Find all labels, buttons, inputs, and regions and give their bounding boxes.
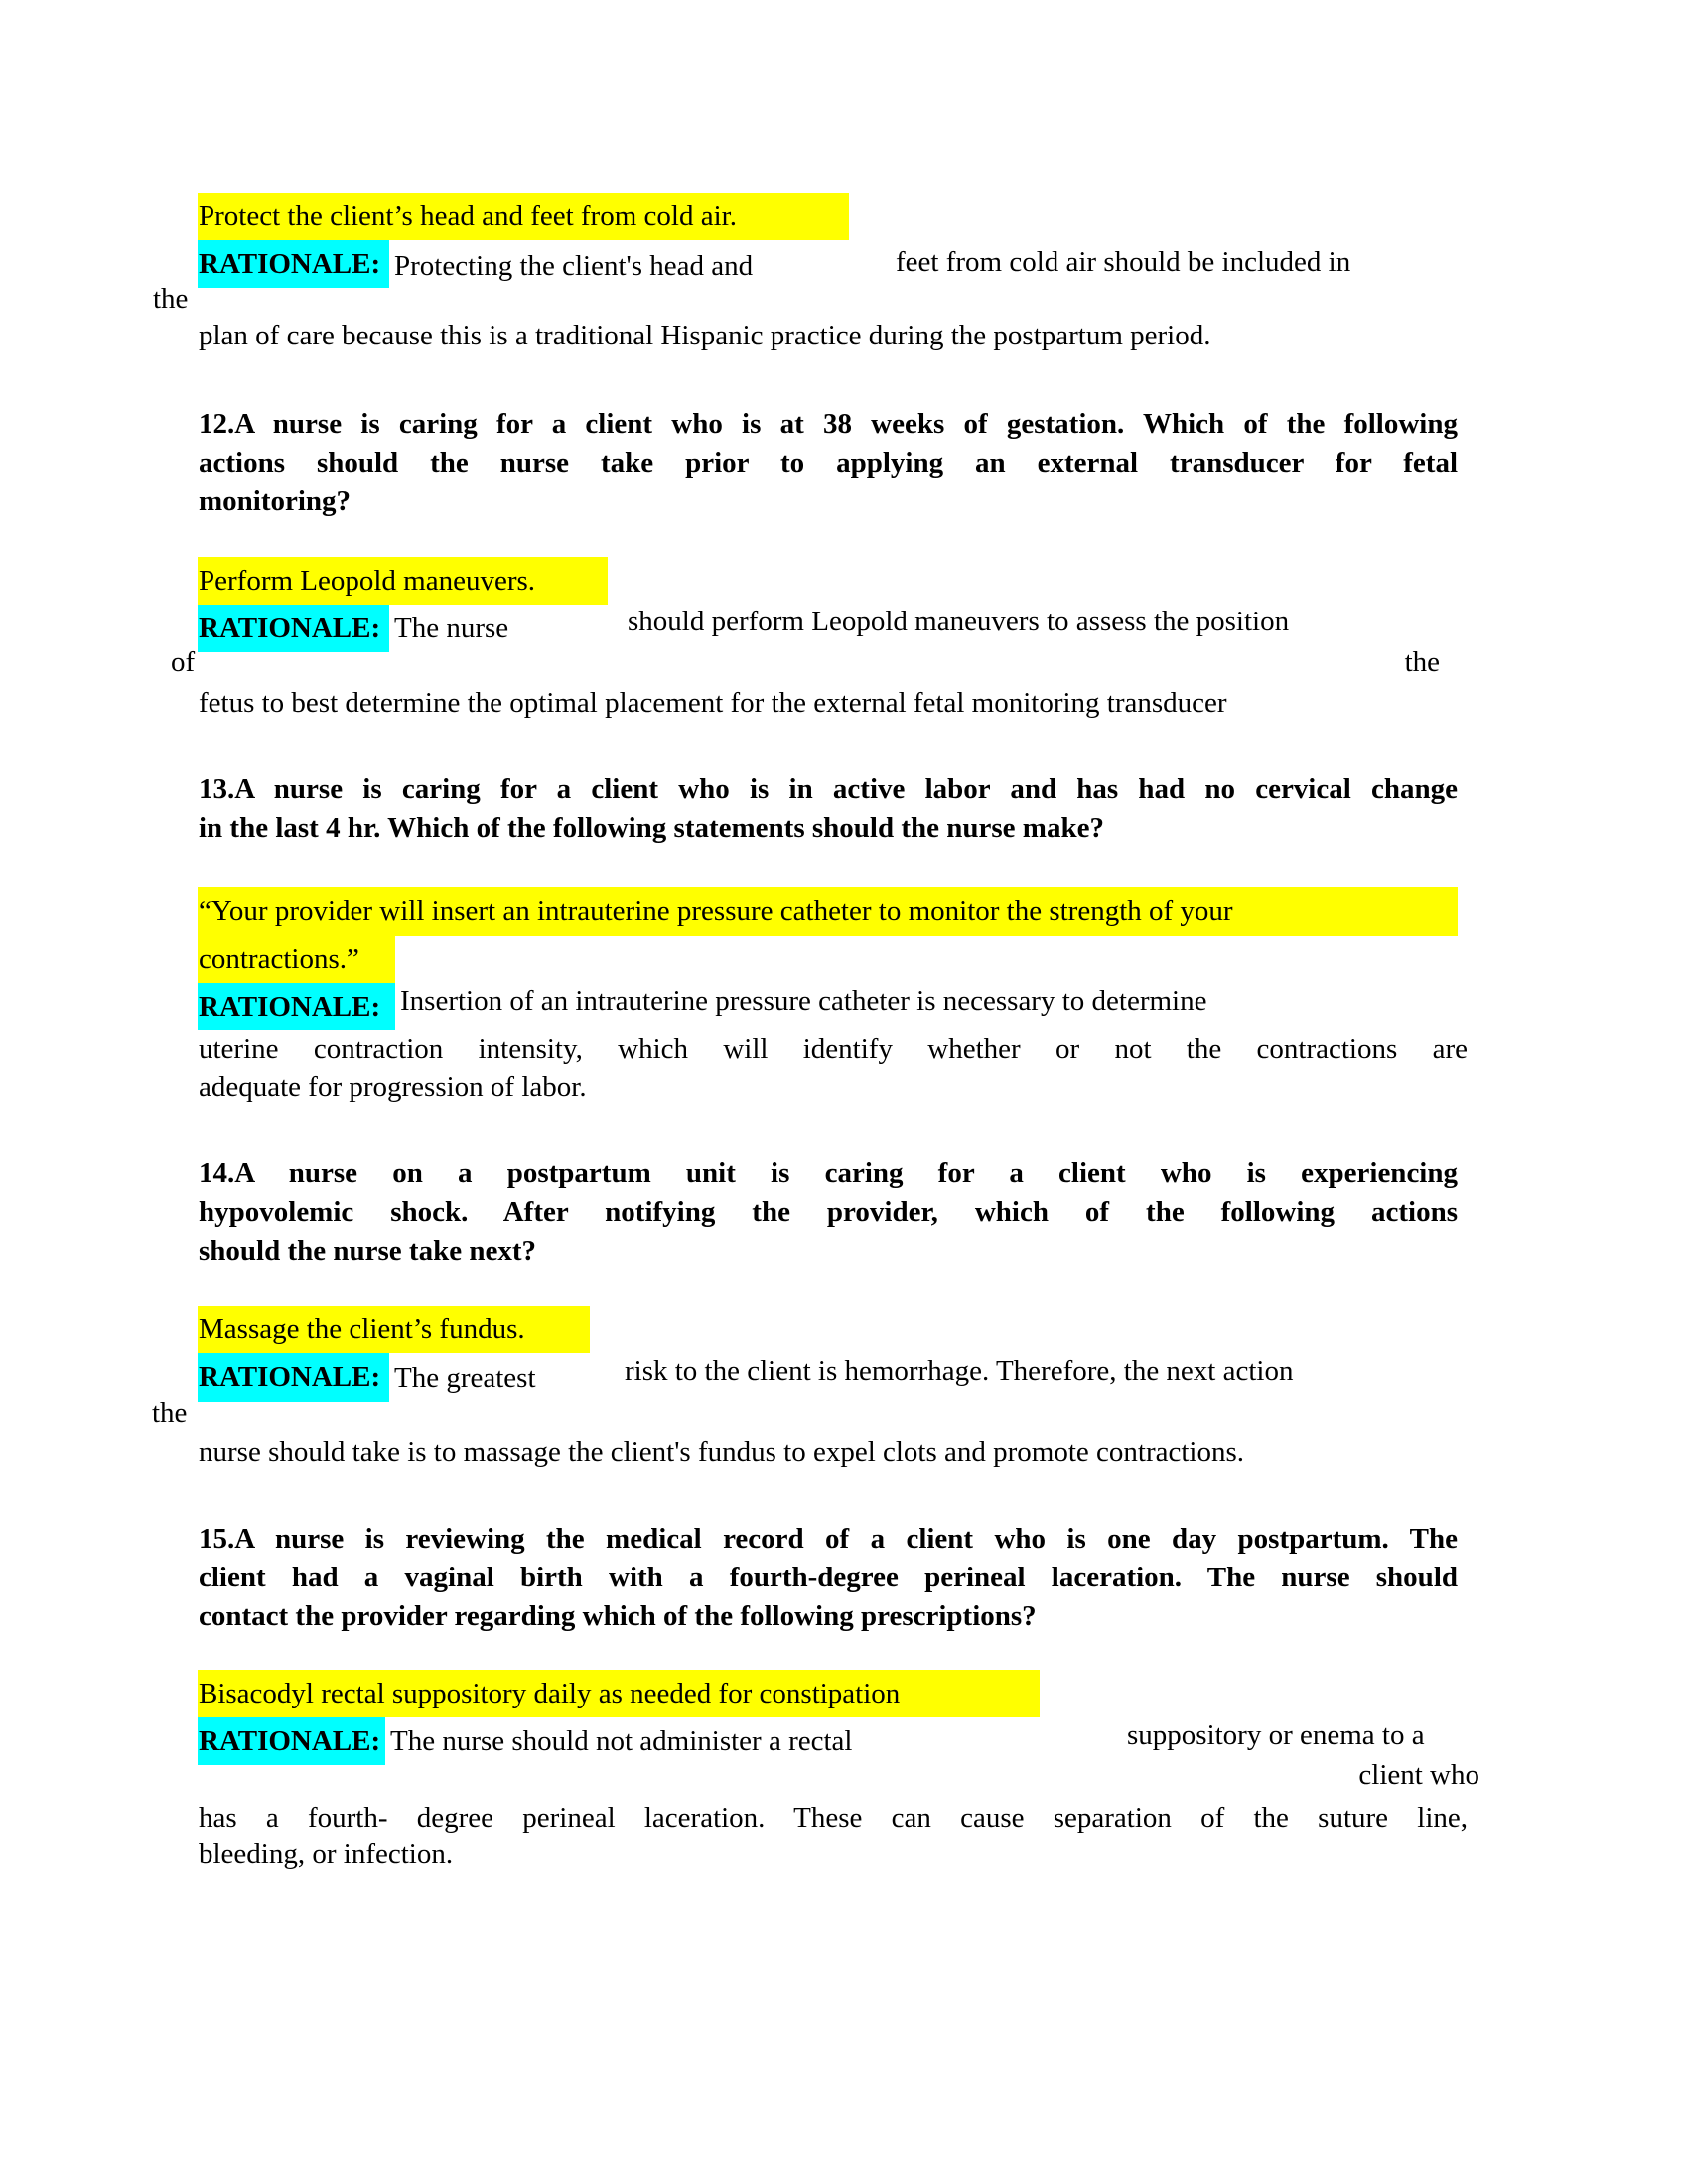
rationale-label: RATIONALE:	[198, 1353, 389, 1402]
question-line: should the nurse take next?	[199, 1235, 536, 1267]
question-line: client had a vaginal birth with a fourth-degree perineal laceration. The nurse should	[199, 1562, 1458, 1593]
rationale-text: bleeding, or infection.	[199, 1839, 454, 1870]
rationale-label: RATIONALE:	[198, 983, 395, 1030]
question-line: contact the provider regarding which of the following prescriptions?	[199, 1600, 1037, 1632]
rationale-text: nurse should take is to massage the client's fundus to expel clots and promote contractions.	[199, 1436, 1245, 1468]
answer-highlight: Bisacodyl rectal suppository daily as needed for constipation	[198, 1670, 1040, 1717]
question-12	[199, 405, 1458, 521]
answer-highlight: “Your provider will insert an intrauterine pressure catheter to monitor the strength of your	[198, 887, 1458, 936]
question-line: 13.A nurse is caring for a client who is in active labor and has had no cervical change	[199, 773, 1458, 805]
rationale-text: plan of care because this is a traditional Hispanic practice during the postpartum period.	[199, 320, 1211, 351]
rationale-text: Protecting the client's head and	[394, 250, 754, 282]
question-line: hypovolemic shock. After notifying the provider, which of the following actions	[199, 1196, 1458, 1228]
question-15	[199, 1520, 1458, 1636]
rationale-orphan-word: the	[153, 283, 189, 315]
rationale-text: adequate for progression of labor.	[199, 1071, 587, 1103]
question-line: 12.A nurse is caring for a client who is at 38 weeks of gestation. Which of the following	[199, 408, 1458, 440]
question-line: monitoring?	[199, 485, 352, 517]
rationale-text: Insertion of an intrauterine pressure catheter is necessary to determine	[400, 985, 1207, 1017]
rationale-text: fetus to best determine the optimal placement for the external fetal monitoring transducer	[199, 687, 1227, 719]
answer-highlight: Protect the client’s head and feet from cold air.	[198, 193, 849, 240]
question-line: in the last 4 hr. Which of the following statements should the nurse make?	[199, 812, 1104, 844]
answer-highlight: Massage the client’s fundus.	[198, 1306, 590, 1353]
question-13	[199, 770, 1458, 848]
rationale-text: has a fourth- degree perineal laceration. These can cause separation of the suture line,	[199, 1802, 1468, 1834]
rationale-text: The nurse should not administer a rectal	[390, 1725, 853, 1757]
question-14	[199, 1155, 1458, 1271]
answer-highlight-continued: contractions.”	[198, 936, 395, 983]
rationale-text: The nurse	[394, 613, 509, 644]
rationale-label: RATIONALE:	[198, 1717, 385, 1765]
rationale-label: RATIONALE:	[198, 605, 389, 652]
rationale-label: RATIONALE:	[198, 240, 389, 288]
rationale-text-right: feet from cold air should be included in	[896, 246, 1351, 278]
answer-highlight: Perform Leopold maneuvers.	[198, 557, 608, 605]
question-line: actions should the nurse take prior to applying an external transducer for fetal	[199, 447, 1458, 478]
rationale-text-right: client who	[1358, 1759, 1479, 1791]
question-line: 14.A nurse on a postpartum unit is caring for a client who is experiencing	[199, 1158, 1458, 1189]
rationale-text-right: risk to the client is hemorrhage. Therefore, the next action	[625, 1355, 1294, 1387]
rationale-text: uterine contraction intensity, which will identify whether or not the contractions are	[199, 1033, 1468, 1065]
rationale-text-right: suppository or enema to a	[1127, 1719, 1425, 1751]
rationale-orphan-word-right: the	[1404, 646, 1440, 678]
rationale-orphan-word: of	[171, 646, 196, 678]
rationale-text: The greatest	[394, 1362, 536, 1394]
rationale-orphan-word: the	[152, 1397, 188, 1429]
question-line: 15.A nurse is reviewing the medical record of a client who is one day postpartum. The	[199, 1523, 1458, 1555]
rationale-text-right: should perform Leopold maneuvers to assess the position	[628, 606, 1290, 637]
